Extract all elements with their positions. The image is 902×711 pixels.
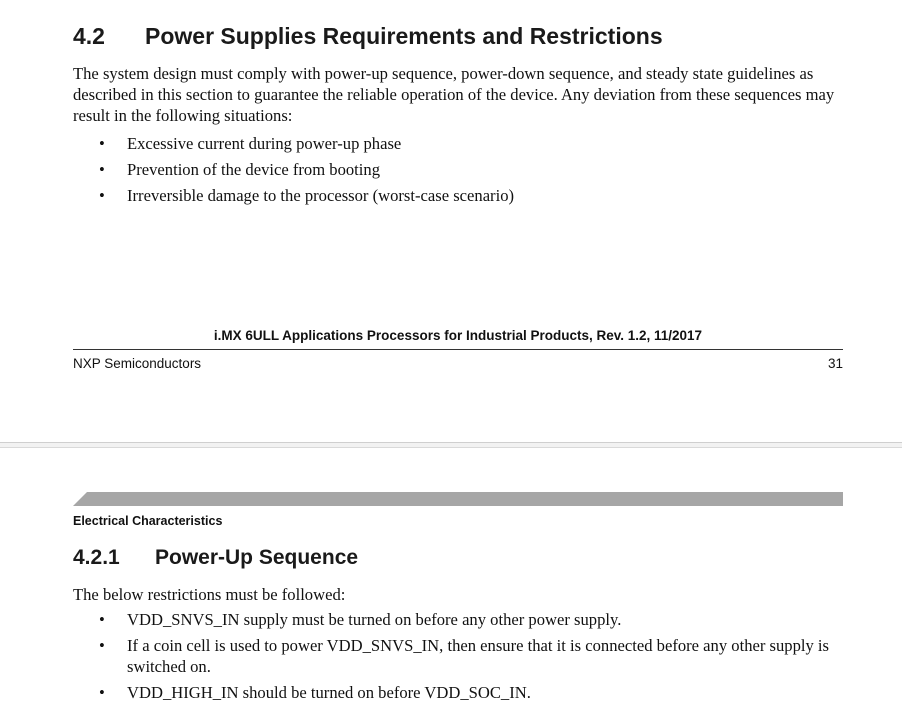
situations-list [73, 133, 853, 211]
bullet-glyph: • [99, 186, 105, 205]
bullet-glyph: • [99, 610, 105, 629]
lead-paragraph: The below restrictions must be followed: [73, 585, 346, 604]
section-heading [73, 23, 663, 50]
document-page-32 [0, 448, 902, 711]
list-item: • VDD_HIGH_IN should be turned on before VDD_SOC_IN. [99, 683, 531, 702]
section-number: 4.2 [73, 23, 105, 49]
list-item: • Irreversible damage to the processor (worst-case scenario) [99, 186, 515, 205]
footer-document-title: i.MX 6ULL Applications Processors for Industrial Products, Rev. 1.2, 11/2017 [213, 328, 703, 343]
restrictions-list [73, 609, 853, 708]
intro-paragraph: The system design must comply with power-up sequence, power-down sequence, and steady state guidelines as described in this section to guarantee the reliable operation of the device. Any deviation from these sequences may result in the following situations: [73, 64, 835, 125]
footer-rule [73, 349, 843, 350]
footer-company: NXP Semiconductors [73, 356, 202, 371]
section-title: Power Supplies Requirements and Restrictions [145, 23, 663, 49]
footer-page-number: 31 [827, 356, 843, 371]
subsection-title: Power-Up Sequence [155, 546, 359, 569]
header-bar [73, 492, 843, 506]
subsection-number: 4.2.1 [73, 546, 120, 569]
bullet-glyph: • [99, 134, 105, 153]
bullet-glyph: • [99, 160, 105, 179]
list-item: • Prevention of the device from booting [99, 160, 380, 179]
list-item: • If a coin cell is used to power VDD_SNVS_IN, then ensure that it is connected before any other supply is switched on. [99, 636, 830, 676]
running-header: Electrical Characteristics [73, 514, 223, 528]
list-item: • Excessive current during power-up phase [99, 134, 402, 153]
bullet-glyph: • [99, 683, 105, 702]
subsection-heading [73, 546, 358, 570]
bullet-glyph: • [99, 636, 105, 655]
list-item: • VDD_SNVS_IN supply must be turned on before any other power supply. [99, 610, 622, 629]
